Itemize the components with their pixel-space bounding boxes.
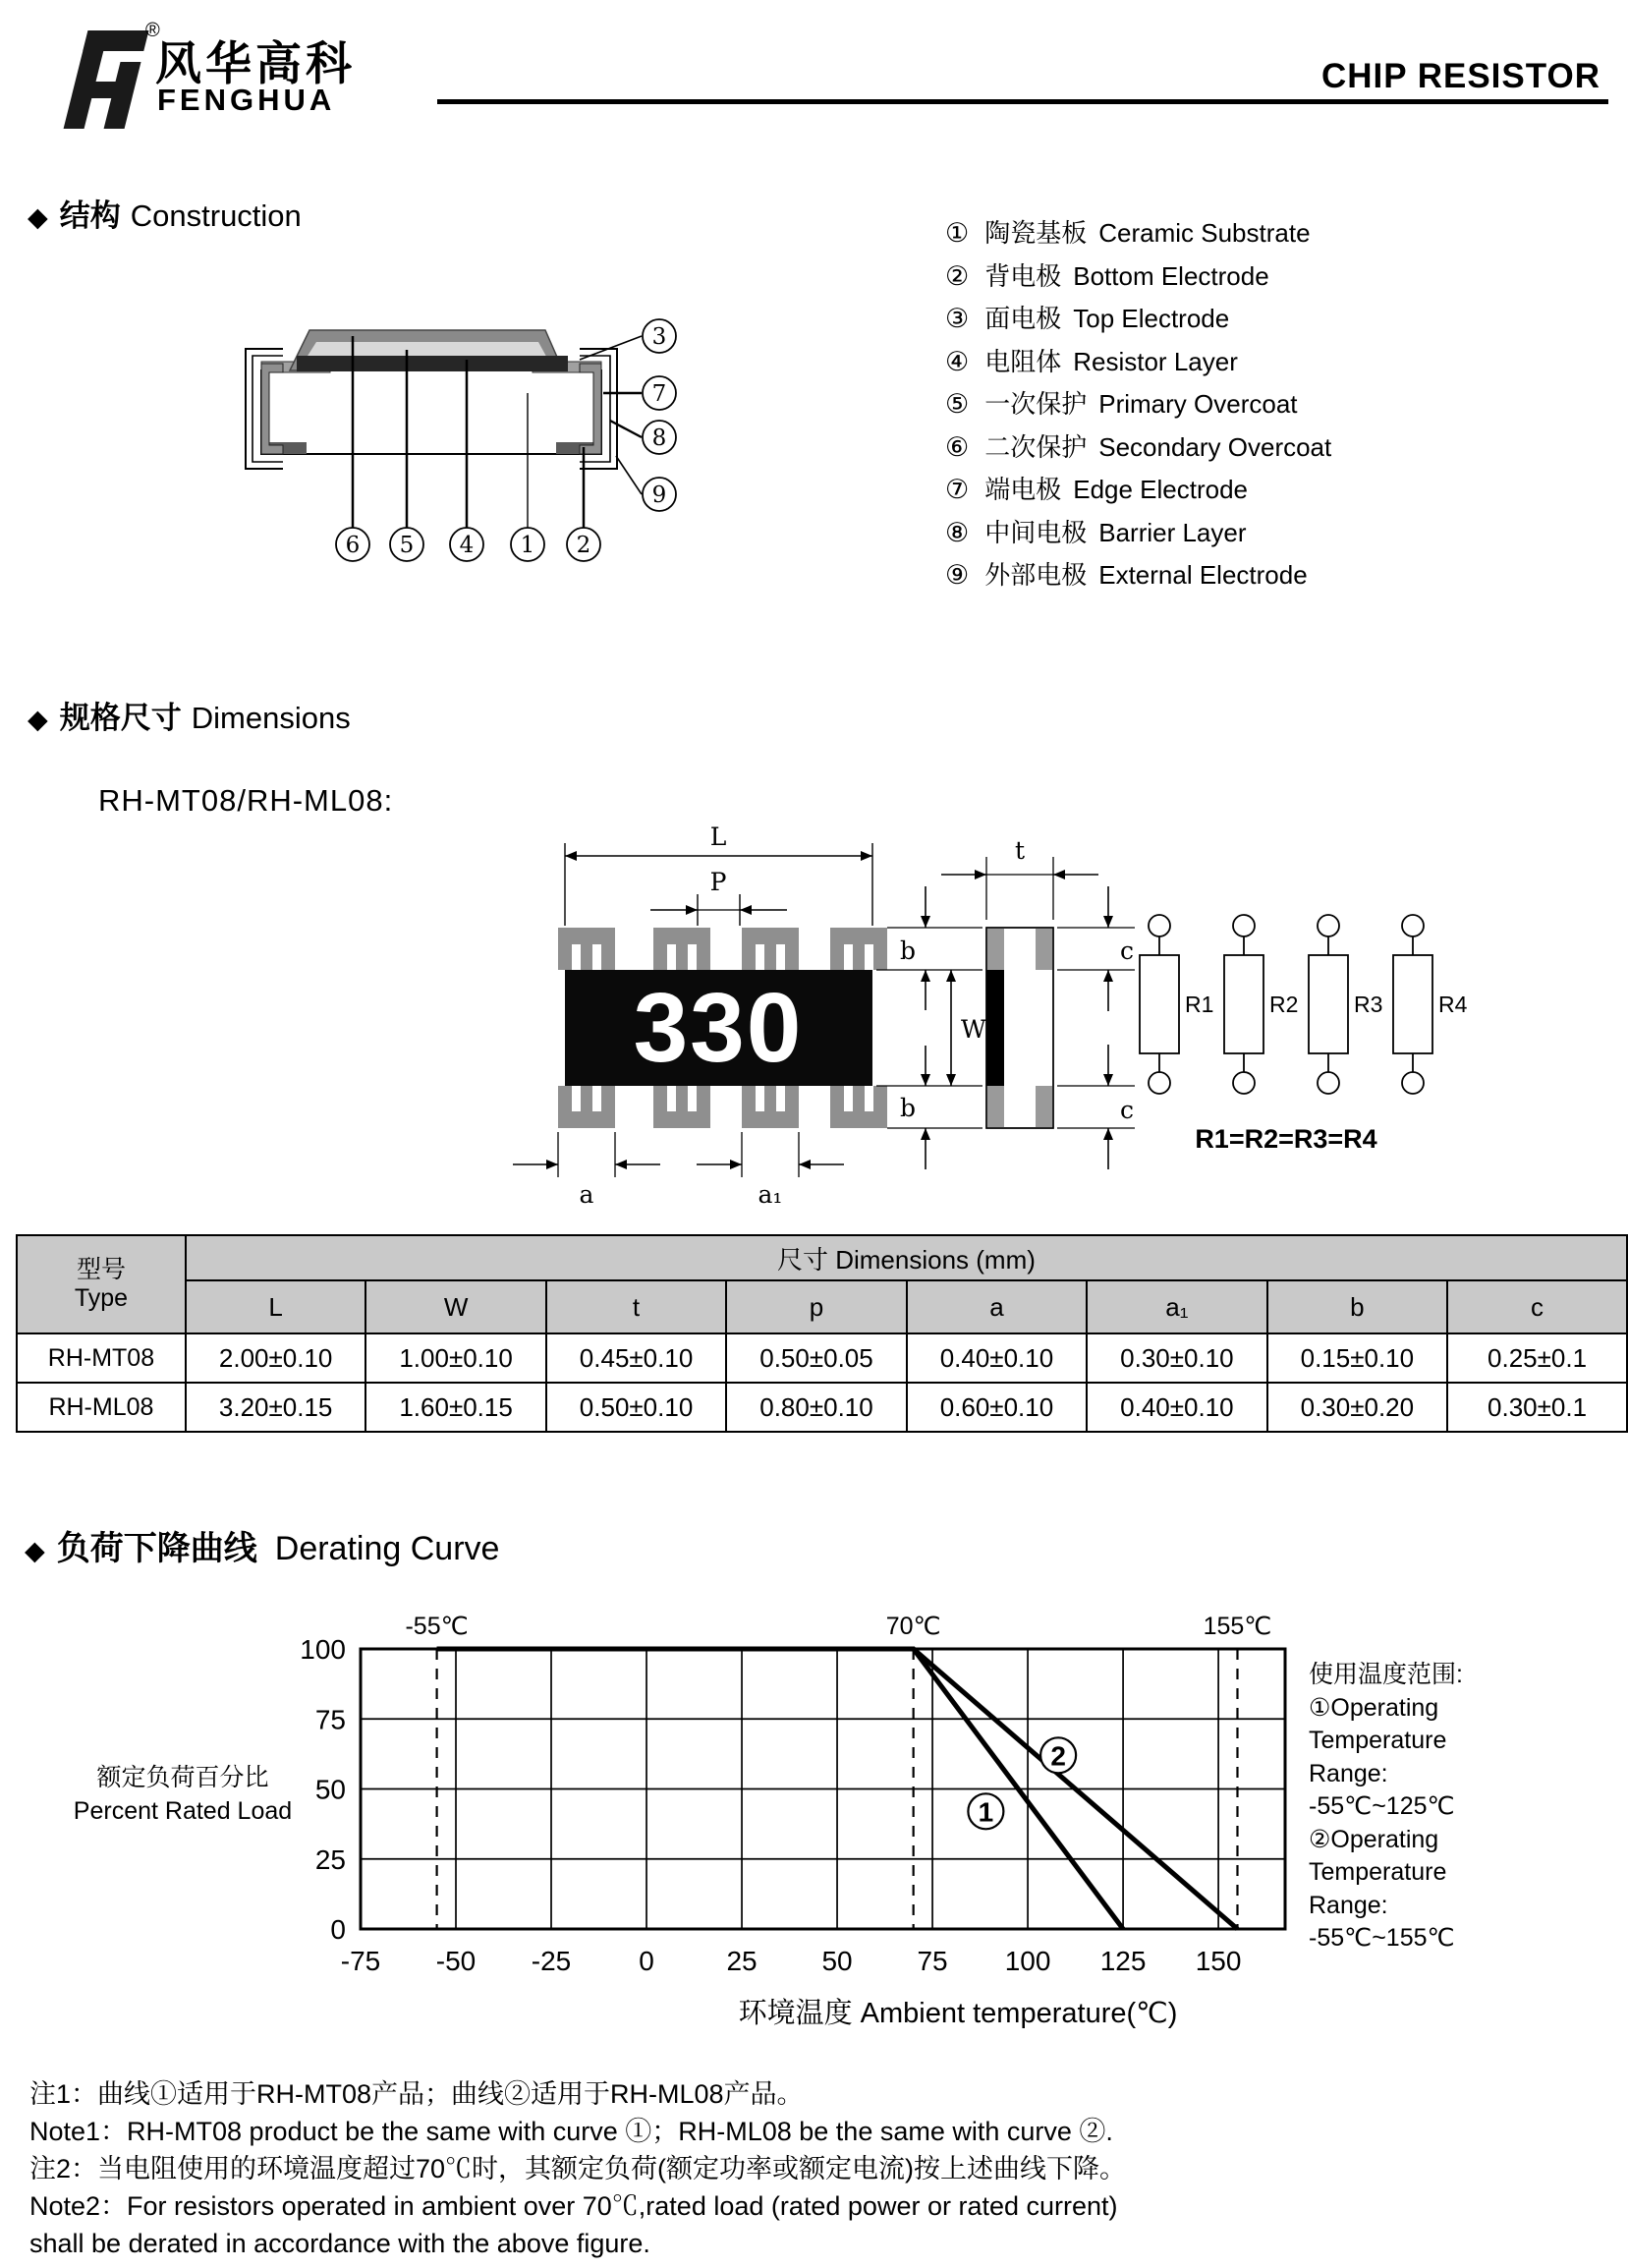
x-tick-label: 75 (917, 1946, 948, 1976)
col-header-t: t (546, 1280, 726, 1333)
temperature-annotation: 155℃ (1203, 1613, 1272, 1640)
list-item: ② 背电极 Bottom Electrode (945, 260, 1269, 291)
y-tick-label: 75 (314, 1704, 346, 1735)
svg-text:1: 1 (520, 533, 535, 558)
list-item: ⑥ 二次保护 Secondary Overcoat (945, 431, 1332, 462)
dim-c-bottom: c (1120, 1096, 1135, 1124)
svg-text:9: 9 (651, 482, 667, 508)
x-tick-label: 50 (821, 1946, 853, 1976)
y-tick-label: 0 (330, 1914, 346, 1945)
svg-text:5: 5 (399, 533, 415, 558)
curve-label: 1 (978, 1796, 994, 1828)
dimensions-table (16, 1234, 1628, 1433)
figure-callouts-right (643, 319, 676, 511)
y-tick-label: 100 (300, 1634, 346, 1665)
list-item: ⑧ 中间电极 Barrier Layer (945, 517, 1247, 547)
resistor-label: R4 (1438, 992, 1468, 1017)
dim-P: P (709, 868, 727, 896)
svg-text:2: 2 (576, 533, 591, 558)
col-header-a1: a₁ (1087, 1280, 1266, 1333)
curve-label: 2 (1050, 1740, 1066, 1772)
col-header-c: c (1447, 1280, 1627, 1333)
note-line: 注1：曲线①适用于RH-MT08产品；曲线②适用于RH-ML08产品。 (29, 2079, 804, 2109)
temperature-annotation: 70℃ (885, 1613, 941, 1640)
diamond-icon: ◆ (28, 202, 48, 232)
model-subtitle: RH-MT08/RH-ML08: (98, 783, 394, 818)
svg-text:4: 4 (459, 533, 475, 558)
resistor-marking: 330 (633, 973, 804, 1083)
page-title: CHIP RESISTOR (1321, 57, 1600, 95)
x-tick-label: 25 (726, 1946, 758, 1976)
resistor-label: R2 (1269, 992, 1299, 1017)
dim-t: t (1014, 836, 1026, 865)
dim-c-top: c (1120, 936, 1135, 965)
logo-english: FENGHUA (157, 83, 336, 117)
figure-callouts-bottom (336, 528, 600, 561)
diamond-icon: ◆ (28, 705, 48, 734)
table-row: RH-MT08 2.00±0.10 1.00±0.10 0.45±0.10 0.50±0.05 0.40±0.10 0.30±0.10 0.15±0.10 0.25±0.1 (17, 1333, 1627, 1383)
derating-chart (216, 1602, 1356, 2029)
list-item: ④ 电阻体 Resistor Layer (945, 346, 1238, 376)
fenghua-logo-icon (54, 25, 152, 131)
x-tick-label: -25 (531, 1946, 572, 1976)
list-item: ① 陶瓷基板 Ceramic Substrate (945, 218, 1311, 248)
list-item: ⑨ 外部电极 External Electrode (945, 560, 1308, 590)
table-header-type: 型号 Type (17, 1235, 186, 1333)
col-header-a: a (907, 1280, 1087, 1333)
table-header-dimensions: 尺寸 Dimensions (mm) (186, 1235, 1627, 1280)
table-row: RH-ML08 3.20±0.15 1.60±0.15 0.50±0.10 0.80±0.10 0.60±0.10 0.40±0.10 0.30±0.20 0.30±0.1 (17, 1383, 1627, 1432)
x-tick-label: -50 (435, 1946, 477, 1976)
svg-text:7: 7 (651, 381, 667, 407)
chart-y-axis-label: 额定负荷百分比 Percent Rated Load (73, 1764, 293, 1825)
dim-a: a (579, 1180, 594, 1209)
dim-a1: a₁ (758, 1180, 783, 1209)
construction-figure (236, 295, 698, 585)
dimensions-figure (491, 816, 1628, 1214)
type-cell: RH-MT08 (17, 1333, 186, 1383)
col-header-b: b (1267, 1280, 1447, 1333)
y-tick-label: 25 (314, 1843, 346, 1875)
list-item: ⑤ 一次保护 Primary Overcoat (945, 389, 1298, 419)
x-tick-label: 125 (1099, 1946, 1147, 1976)
resistor-label: R3 (1354, 992, 1383, 1017)
side-view (986, 928, 1053, 1128)
resistor-equality: R1=R2=R3=R4 (1195, 1124, 1377, 1154)
logo-chinese: 风华高科 (155, 37, 356, 89)
svg-text:6: 6 (345, 533, 361, 558)
top-view (558, 928, 887, 1128)
temperature-annotation: -55℃ (405, 1613, 469, 1640)
chart-x-axis-label: 环境温度 Ambient temperature(℃) (738, 1998, 1178, 2029)
dimensions-heading: ◆ 规格尺寸 Dimensions (28, 701, 351, 735)
note-line: 注2：当电阻使用的环境温度超过70℃时，其额定负荷(额定功率或额定电流)按上述曲线下降。 (29, 2154, 1127, 2183)
dim-W: W (961, 1015, 986, 1044)
col-header-p: p (726, 1280, 906, 1333)
footnotes (29, 2075, 1126, 2262)
col-header-W: W (365, 1280, 545, 1333)
dim-L: L (709, 822, 727, 851)
dim-b-top: b (899, 936, 917, 965)
note-line: Note2：For resistors operated in ambient over 70℃,rated load (rated power or rated current) (29, 2191, 1118, 2221)
construction-list (945, 212, 1331, 597)
x-tick-label: 150 (1195, 1946, 1242, 1976)
note-line: Note1：RH-MT08 product be the same with curve ①；RH-ML08 be the same with curve ②. (29, 2117, 1113, 2146)
construction-heading: ◆ 结构 Construction (28, 198, 302, 233)
list-item: ③ 面电极 Top Electrode (945, 304, 1230, 333)
list-item: ⑦ 端电极 Edge Electrode (945, 475, 1249, 504)
note-line: shall be derated in accordance with the above figure. (29, 2229, 650, 2258)
x-tick-label: -75 (340, 1946, 381, 1976)
diamond-icon: ◆ (25, 1536, 45, 1565)
derating-heading: ◆ 负荷下降曲线 Derating Curve (25, 1530, 500, 1567)
type-cell: RH-ML08 (17, 1383, 186, 1432)
x-tick-label: 100 (1004, 1946, 1051, 1976)
col-header-L: L (186, 1280, 365, 1333)
x-tick-label: 0 (639, 1946, 654, 1976)
registered-mark: ® (145, 20, 160, 41)
header-rule (437, 99, 1608, 104)
svg-text:8: 8 (651, 425, 667, 451)
operating-temperature-notes: 使用温度范围: ①Operating Temperature Range: -55℃~125℃ ②Operating Temperature Range: -55℃~155℃ (1309, 1661, 1463, 1952)
dim-b-bottom: b (899, 1094, 917, 1122)
y-tick-label: 50 (314, 1774, 346, 1805)
svg-text:3: 3 (651, 324, 667, 350)
resistor-label: R1 (1185, 992, 1214, 1017)
